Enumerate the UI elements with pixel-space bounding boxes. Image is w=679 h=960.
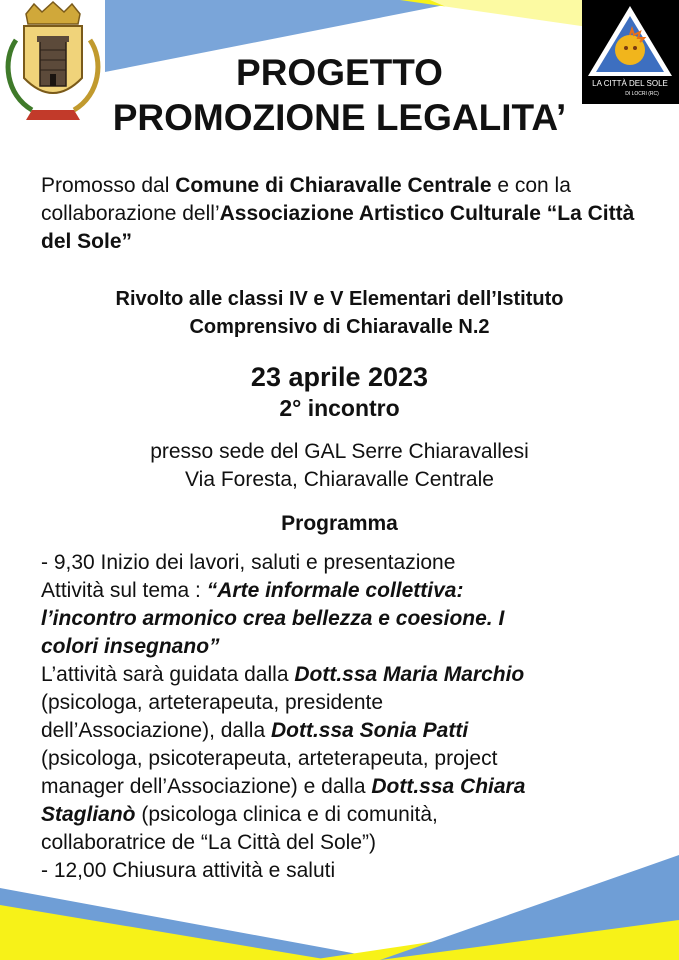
program-body [41, 549, 651, 885]
intro-bold-2: Associazione Artistico Culturale “La Città del Sole” [41, 202, 635, 253]
intro-bold-1: Comune di Chiaravalle Centrale [175, 174, 492, 197]
program-end: - 12,00 Chiusura attività e saluti [41, 859, 336, 882]
venue-line-2: Via Foresta, Chiaravalle Centrale [185, 468, 494, 491]
guide3-role-1: (psicologa clinica e di comunità, [135, 803, 438, 826]
guide-prefix: L’attività sarà guidata dalla [41, 663, 295, 686]
guide-line-3 [41, 717, 651, 745]
guide1-role-2: dell’Associazione), dalla [41, 719, 271, 742]
guide-line-5 [41, 773, 651, 801]
target-line-1: Rivolto alle classi IV e V Elementari dell’Istituto [115, 288, 564, 310]
guide1-role-1: (psicologa, arteterapeuta, presidente [41, 691, 384, 714]
venue [0, 438, 679, 494]
venue-line-1: presso sede del GAL Serre Chiaravallesi [150, 440, 529, 463]
target-audience [0, 285, 679, 341]
meeting-number: 2° incontro [279, 395, 400, 421]
intro-text-2: e con la collaborazione dell’ [41, 174, 571, 225]
target-line-2: Comprensivo di Chiaravalle N.2 [189, 316, 490, 338]
guide-line-6 [41, 801, 651, 829]
guide3-name-2: Staglianò [41, 803, 136, 826]
guide3-name-1: Dott.ssa Chiara [371, 775, 526, 798]
intro-text-1: Promosso dal [41, 174, 176, 197]
guide2-name: Dott.ssa Sonia Patti [270, 719, 469, 742]
program-start: - 9,30 Inizio dei lavori, saluti e presentazione [41, 551, 456, 574]
guide2-role-2: manager dell’Associazione) e dalla [41, 775, 372, 798]
title-line-1: PROGETTO [236, 52, 443, 93]
theme-title-1: “Arte informale collettiva: [206, 579, 464, 602]
guide1-name: Dott.ssa Maria Marchio [294, 663, 525, 686]
guide-line-1 [41, 661, 651, 689]
program-theme-line-1 [41, 577, 651, 605]
event-date: 23 aprile 2023 [250, 362, 429, 392]
theme-prefix: Attività sul tema : [41, 579, 207, 602]
intro-paragraph [41, 172, 651, 256]
guide3-role-2: collaboratrice de “La Città del Sole”) [41, 831, 376, 854]
theme-title-3: colori insegnano” [41, 635, 220, 658]
title-line-2: PROMOZIONE LEGALITA’ [112, 97, 567, 138]
logo-city-text: LA CITTÀ DEL SOLE [592, 79, 668, 88]
logo-place-text: DI LOCRI (RC) [625, 91, 659, 97]
theme-title-2: l’incontro armonico crea bellezza e coesione. I [41, 607, 505, 630]
guide2-role-1: (psicologa, psicoterapeuta, arteterapeuta, project [41, 747, 498, 770]
program-title: Programma [281, 512, 398, 535]
